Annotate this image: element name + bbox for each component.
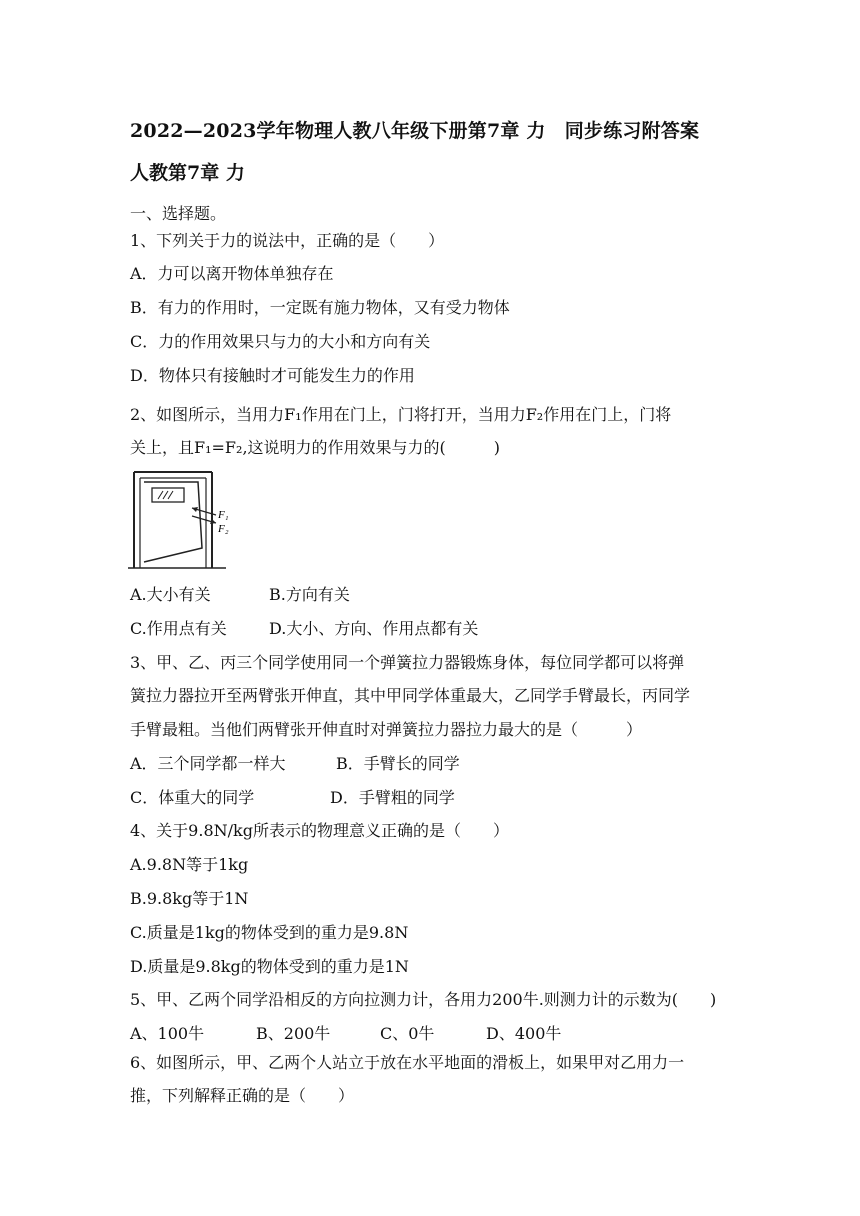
window-hatch-2 (163, 491, 168, 499)
q1-option-a: A．力可以离开物体单独存在 (130, 264, 334, 283)
q1-stem: 1、下列关于力的说法中，正确的是（ ） (130, 231, 445, 250)
door-leaf (144, 482, 202, 562)
window-hatch-1 (158, 491, 163, 499)
q5-option-d: D、400牛 (486, 1024, 562, 1043)
q3-stem-line3: 手臂最粗。当他们两臂张开伸直时对弹簧拉力器拉力最大的是（ ） (130, 720, 643, 739)
q4-option-c: C.质量是1kg的物体受到的重力是9.8N (130, 923, 409, 942)
q2-option-c: C.作用点有关 (130, 619, 227, 638)
force-f1-label: F₁ (218, 509, 229, 521)
q1-option-c: C．力的作用效果只与力的大小和方向有关 (130, 332, 431, 351)
q6-stem-line1: 6、如图所示，甲、乙两个人站立于放在水平地面的滑板上，如果甲对乙用力一 (130, 1053, 685, 1072)
q3-option-b: B．手臂长的同学 (336, 754, 460, 773)
q2-option-d: D.大小、方向、作用点都有关 (269, 619, 479, 638)
q3-stem-line1: 3、甲、乙、丙三个同学使用同一个弹簧拉力器锻炼身体，每位同学都可以将弹 (130, 653, 685, 672)
door-window (152, 488, 184, 502)
q1-option-b: B．有力的作用时，一定既有施力物体，又有受力物体 (130, 298, 510, 317)
document-title: 2022—2023学年物理人教八年级下册第7章 力 同步练习附答案 (130, 120, 700, 142)
q6-stem-line2: 推，下列解释正确的是（ ） (130, 1086, 355, 1105)
q2-option-a: A.大小有关 (130, 585, 211, 604)
q3-option-c: C．体重大的同学 (130, 788, 255, 807)
q2-stem-line1: 2、如图所示，当用力F₁作用在门上，门将打开，当用力F₂作用在门上，门将 (130, 405, 672, 424)
q4-option-d: D.质量是9.8kg的物体受到的重力是1N (130, 957, 409, 976)
q5-option-a: A、100牛 (130, 1024, 205, 1043)
section-heading: 一、选择题。 (130, 204, 227, 223)
q5-stem: 5、甲、乙两个同学沿相反的方向拉测力计，各用力200牛.则测力计的示数为( ) (130, 990, 717, 1009)
q2-option-b: B.方向有关 (269, 585, 350, 604)
q5-option-c: C、0牛 (380, 1024, 435, 1043)
q2-stem-line2: 关上，且F₁=F₂,这说明力的作用效果与力的( ) (130, 438, 501, 457)
door-figure (128, 466, 238, 572)
q4-option-b: B.9.8kg等于1N (130, 889, 249, 908)
q3-option-a: A．三个同学都一样大 (130, 754, 286, 773)
document-subtitle: 人教第7章 力 (130, 162, 245, 184)
q5-option-b: B、200牛 (256, 1024, 331, 1043)
force-f2-label: F₂ (218, 523, 229, 535)
window-hatch-3 (168, 491, 173, 499)
q3-stem-line2: 簧拉力器拉开至两臂张开伸直，其中甲同学体重最大，乙同学手臂最长，丙同学 (130, 686, 691, 705)
q3-option-d: D．手臂粗的同学 (330, 788, 455, 807)
q4-option-a: A.9.8N等于1kg (130, 855, 249, 874)
q1-option-d: D．物体只有接触时才可能发生力的作用 (130, 366, 415, 385)
q4-stem: 4、关于9.8N/kg所表示的物理意义正确的是（ ） (130, 821, 509, 840)
